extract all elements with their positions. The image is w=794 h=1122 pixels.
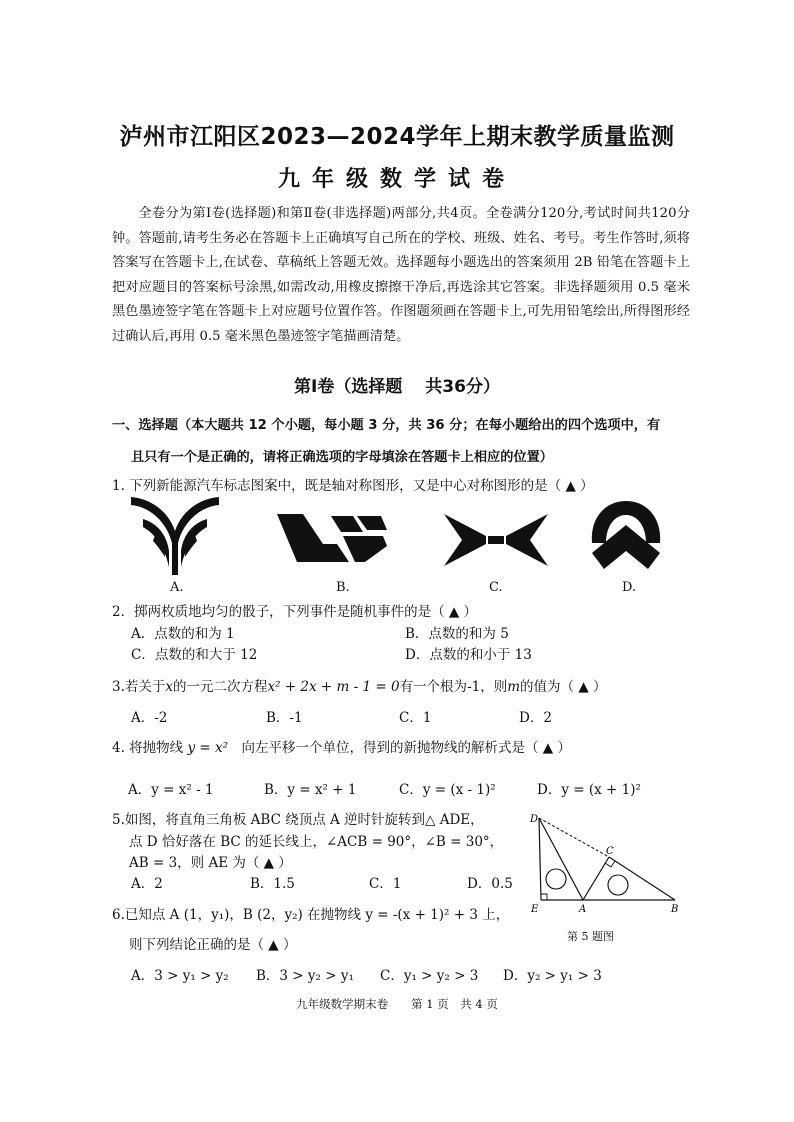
- question-1-stem: 1. 下列新能源汽车标志图案中，既是轴对称图形，又是中心对称图形的是（ ▲ ）: [112, 478, 594, 494]
- q1-label-b: B.: [336, 580, 350, 595]
- point-c-label: C: [606, 846, 614, 857]
- question-5-line3: AB = 3，则 AE 为（ ▲ ）: [129, 855, 292, 871]
- q4-option-b: B．y = x² + 1: [264, 782, 357, 798]
- q1-label-c: C.: [489, 580, 503, 595]
- point-e-label: E: [531, 904, 539, 915]
- figure-5-caption: 第 5 题图: [567, 930, 614, 943]
- q2-option-c: C．点数的和大于 12: [131, 647, 258, 663]
- point-d-label: D: [530, 814, 539, 825]
- q6-option-b: B．3 > y₂ > y₁: [256, 968, 354, 984]
- q6-option-a: A．3 > y₁ > y₂: [131, 968, 229, 984]
- question-5-line2: 点 D 恰好落在 BC 的延长线上，∠ACB = 90°，∠B = 30°，: [129, 834, 504, 850]
- question-6-line1: 6.已知点 A (1，y₁)，B (2，y₂) 在抛物线 y = -(x + 1)² + 3 上，: [112, 907, 510, 923]
- q2-option-d: D．点数的和小于 13: [405, 647, 532, 663]
- q1-label-a: A.: [170, 580, 184, 595]
- question-5-triangle-figure: [525, 810, 690, 920]
- q4-option-a: A．y = x² - 1: [128, 782, 214, 798]
- q3-option-a: A．-2: [131, 710, 168, 726]
- question-2-stem: 2．掷两枚质地均匀的骰子，下列事件是随机事件的是（ ▲ ）: [112, 604, 478, 620]
- section-heading-line2: 且只有一个是正确的，请将正确选项的字母填涂在答题卡上相应的位置）: [131, 450, 553, 465]
- point-b-label: B: [671, 904, 679, 915]
- q5-option-c: C．1: [369, 876, 402, 892]
- q6-option-d: D．y₂ > y₁ > 3: [503, 968, 602, 984]
- q5-option-a: A．2: [131, 876, 163, 892]
- question-6-line2: 则下列结论正确的是（ ▲ ）: [129, 937, 297, 953]
- q2-option-b: B．点数的和为 5: [405, 626, 509, 642]
- q5-option-d: D．0.5: [467, 876, 513, 892]
- q3-equation: x² + 2x + m - 1 = 0: [267, 679, 400, 695]
- parallelogram-blocks-logo-icon: [277, 510, 387, 562]
- page-footer: 九年级数学期末卷 第 1 页 共 4 页: [296, 997, 498, 1011]
- q4-parabola: y = x²: [187, 740, 229, 756]
- q1-label-d: D.: [622, 580, 637, 595]
- bowtie-arrows-logo-icon: [444, 512, 548, 568]
- question-4-stem: 4. 将抛物线 y = x² 向左平移一个单位，得到的新抛物线的解析式是（ ▲ ）: [112, 740, 571, 756]
- q3-option-c: C．1: [399, 710, 432, 726]
- exam-subtitle: 九年级数学试卷: [277, 167, 516, 192]
- fan-wings-logo-icon: [125, 497, 225, 575]
- arch-chevron-logo-icon: [586, 499, 666, 571]
- q3-option-d: D．2: [519, 710, 552, 726]
- section-title: 第Ⅰ卷（选择题 共36分）: [294, 377, 500, 397]
- question-5-line1: 5.如图，将直角三角板 ABC 绕顶点 A 逆时针旋转到△ ADE，: [112, 812, 484, 828]
- q4-option-d: D．y = (x + 1)²: [537, 782, 641, 798]
- section-heading-line1: 一、选择题（本大题共 12 个小题，每小题 3 分，共 36 分；在每小题给出的四个选项中，有: [112, 418, 661, 433]
- exam-instructions: 全卷分为第Ⅰ卷(选择题)和第Ⅱ卷(非选择题)两部分,共4页。全卷满分120分,考试时间共120分钟。答题前,请考生务必在答题卡上正确填写自己所在的学校、班级、姓名、考号。考生作答时,须将答案写在答题卡上,在试卷、草稿纸上答题无效。选择题每小题选出的答案须用 2B 铅笔在答题卡上把对应题目的答案标号涂黑,如需改动,用橡皮擦擦干净后,再选涂其它答案。非选择题须用 0.5 毫米黑色墨迹签字笔在答题卡上对应题号位置作答。作图题须画在答题卡上,可先用铅笔绘出,所得图形经过确认后,再用 0.5 毫米黑色墨迹签字笔描画清楚。: [112, 206, 690, 344]
- q2-option-a: A．点数的和为 1: [131, 626, 235, 642]
- q4-option-c: C．y = (x - 1)²: [399, 782, 496, 798]
- q3-option-b: B．-1: [266, 710, 303, 726]
- exam-title: 泸州市江阳区2023—2024学年上期末教学质量监测: [119, 124, 675, 150]
- point-a-label: A: [579, 904, 587, 915]
- question-3-stem: 3.若关于x的一元二次方程x² + 2x + m - 1 = 0有一个根为-1，则m的值为（ ▲ ）: [112, 679, 607, 695]
- q6-option-c: C．y₁ > y₂ > 3: [380, 968, 479, 984]
- q5-option-b: B．1.5: [250, 876, 295, 892]
